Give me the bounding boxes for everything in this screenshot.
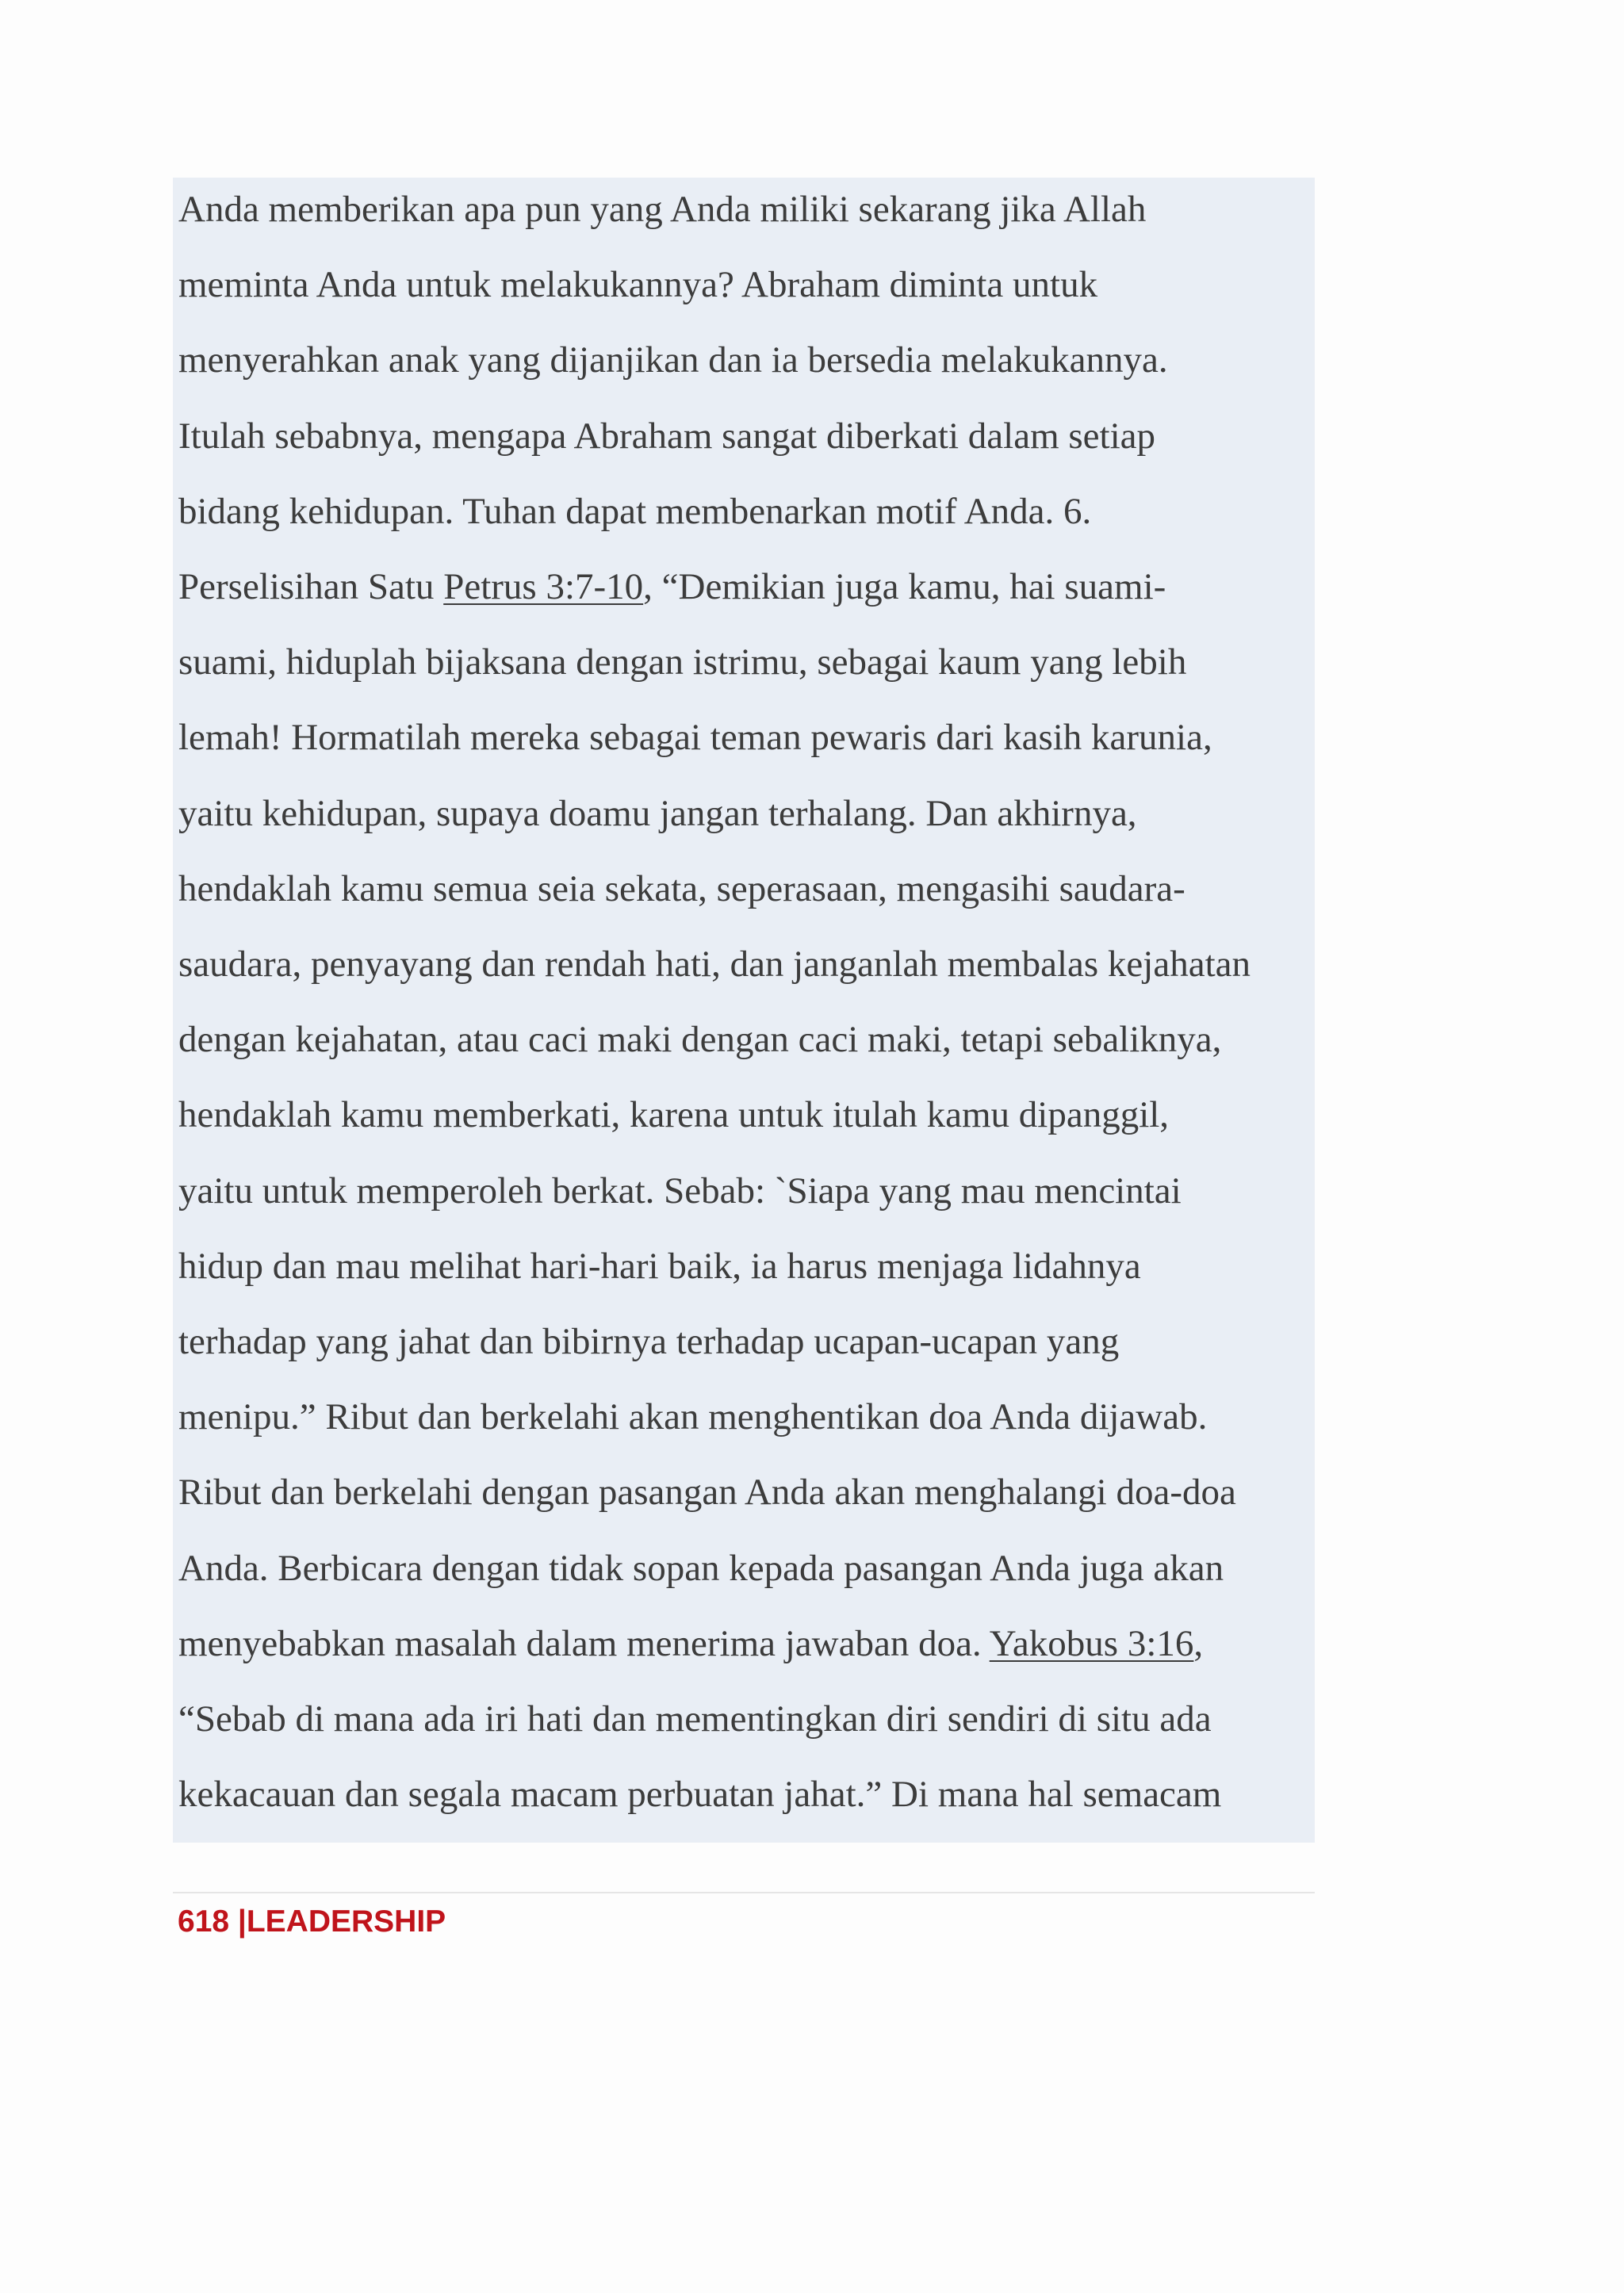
text-line: Anda memberikan apa pun yang Anda miliki sekarang jika Allah [178,189,1147,230]
footer-divider [173,1892,1315,1893]
text-line: bidang kehidupan. Tuhan dapat membenarkan motif Anda. 6. [178,491,1092,532]
scripture-link-yakobus[interactable]: Yakobus 3:16 [989,1623,1194,1664]
text-segment: Perselisihan Satu [178,566,444,607]
text-line: lemah! Hormatilah mereka sebagai teman pewaris dari kasih karunia, [178,717,1212,758]
text-segment: menyebabkan masalah dalam menerima jawaban doa. [178,1623,990,1664]
text-line: saudara, penyayang dan rendah hati, dan janganlah membalas kejahatan [178,944,1251,985]
highlighted-text-block [173,178,1315,1843]
text-line: menyerahkan anak yang dijanjikan dan ia bersedia melakukannya. [178,339,1168,381]
text-line: meminta Anda untuk melakukannya? Abraham diminta untuk [178,264,1098,305]
text-line: hidup dan mau melihat hari-hari baik, ia harus menjaga lidahnya [178,1246,1141,1287]
text-line: suami, hiduplah bijaksana dengan istrimu, sebagai kaum yang lebih [178,641,1187,683]
text-line: Ribut dan berkelahi dengan pasangan Anda akan menghalangi doa-doa [178,1472,1236,1513]
text-line: dengan kejahatan, atau caci maki dengan caci maki, tetapi sebaliknya, [178,1019,1222,1060]
page-footer: 618 |LEADERSHIP [178,1904,446,1939]
text-line: yaitu kehidupan, supaya doamu jangan terhalang. Dan akhirnya, [178,793,1137,834]
text-line: menipu.” Ribut dan berkelahi akan menghentikan doa Anda dijawab. [178,1396,1208,1437]
text-line: kekacauan dan segala macam perbuatan jahat.” Di mana hal semacam [178,1774,1222,1815]
text-line: hendaklah kamu semua seia sekata, seperasaan, mengasihi saudara- [178,868,1185,909]
text-line [178,563,1166,611]
text-segment: , “Demikian juga kamu, hai suami- [643,566,1166,607]
text-segment: , [1193,1623,1204,1664]
text-line: Itulah sebabnya, mengapa Abraham sangat diberkati dalam setiap [178,415,1156,457]
text-line: Anda. Berbicara dengan tidak sopan kepada pasangan Anda juga akan [178,1548,1224,1589]
scripture-link-petrus[interactable]: Petrus 3:7-10 [443,566,644,607]
text-line: terhadap yang jahat dan bibirnya terhadap ucapan-ucapan yang [178,1321,1120,1362]
text-line: hendaklah kamu memberkati, karena untuk itulah kamu dipanggil, [178,1094,1170,1135]
text-line: “Sebab di mana ada iri hati dan mementingkan diri sendiri di situ ada [178,1698,1212,1740]
text-line [178,1620,1203,1667]
text-line: yaitu untuk memperoleh berkat. Sebab: `Siapa yang mau mencintai [178,1170,1182,1212]
